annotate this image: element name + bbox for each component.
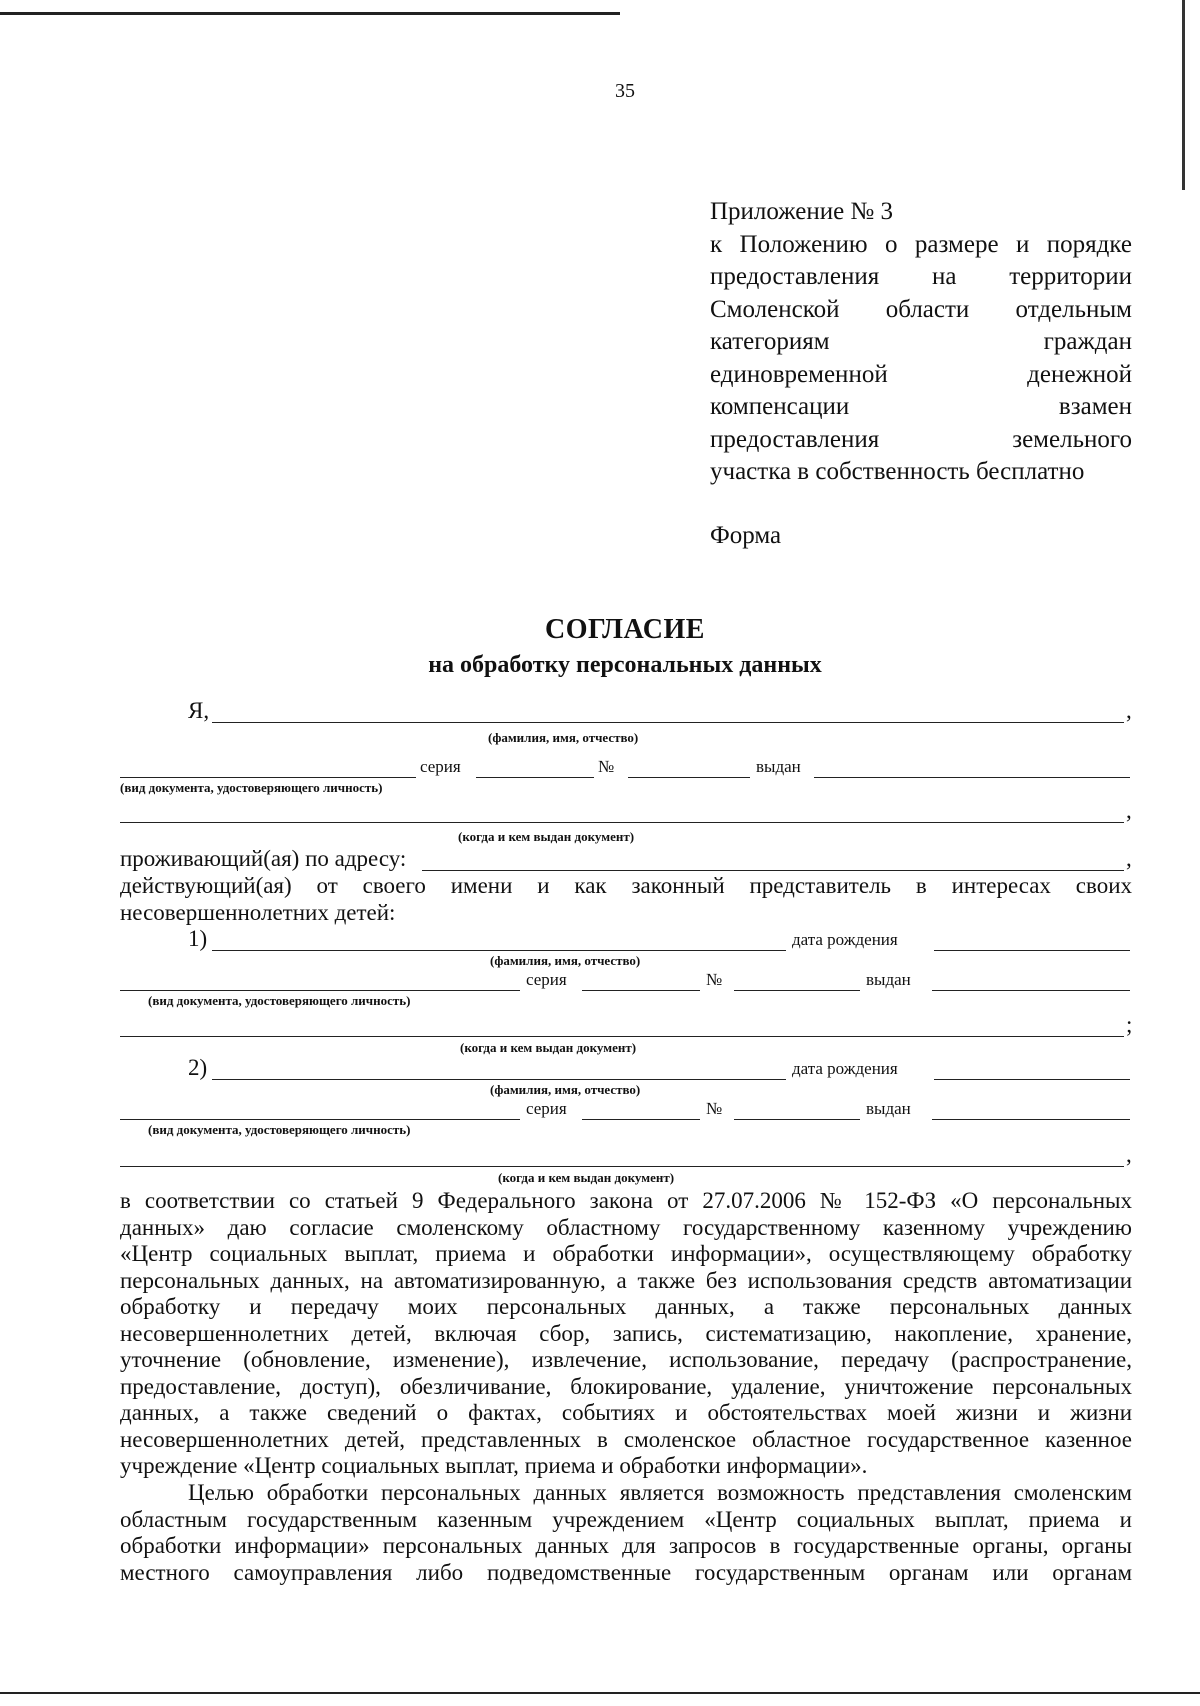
- number-field-line[interactable]: [628, 777, 750, 778]
- paragraph-line: персональных данных, на автоматизированную, а также без использования средств автоматизации: [120, 1267, 1132, 1293]
- doc-caption: (вид документа, удостоверяющего личность): [120, 780, 383, 795]
- birth-date-label: дата рождения: [792, 1059, 898, 1078]
- issued-label: выдан: [866, 1099, 911, 1118]
- child-1-birth-date-field-line[interactable]: [934, 950, 1130, 951]
- issued-label: выдан: [866, 970, 911, 989]
- purpose-paragraph: [120, 1480, 1132, 1586]
- fio-caption: (фамилия, имя, отчество): [488, 730, 639, 745]
- appendix-line: категориям граждан: [710, 328, 1132, 355]
- scan-edge-top: [0, 12, 620, 15]
- scan-edge-right: [1182, 0, 1185, 190]
- appendix-block: [710, 196, 1132, 489]
- appendix-line: участка в собственность бесплатно: [710, 458, 1085, 485]
- child-1-issued-by-field-line[interactable]: [120, 1036, 1124, 1037]
- comma: ,: [1126, 798, 1132, 823]
- appendix-line: Смоленской области отдельным: [710, 295, 1132, 323]
- consent-paragraph: [120, 1188, 1132, 1480]
- birth-date-label: дата рождения: [792, 930, 898, 949]
- document-subtitle: на обработку персональных данных: [428, 652, 822, 678]
- child-1-doc-type-field-line[interactable]: [120, 990, 520, 991]
- appendix-line: компенсации взамен: [710, 393, 1132, 420]
- appendix-line: к Положению о размере и порядке: [710, 230, 1132, 258]
- fio-field-line[interactable]: [212, 722, 1124, 723]
- child-2-series-field-line[interactable]: [582, 1119, 700, 1120]
- paragraph-line: в соответствии со статьей 9 Федерального закона от 27.07.2006 № 152-ФЗ «О персональных: [120, 1188, 1132, 1213]
- child-2-number-field-line[interactable]: [734, 1119, 860, 1120]
- issued-label: выдан: [756, 757, 801, 776]
- comma: ,: [1126, 1142, 1132, 1167]
- i-label: Я,: [188, 698, 210, 723]
- issued-caption: (когда и кем выдан документ): [498, 1170, 675, 1185]
- doc-caption: (вид документа, удостоверяющего личность): [148, 1122, 411, 1137]
- series-label: серия: [526, 1099, 567, 1118]
- number-label: №: [598, 757, 615, 776]
- child-1-label: 1): [188, 926, 208, 951]
- appendix-line: Приложение № 3: [710, 198, 894, 225]
- address-field-line[interactable]: [422, 870, 1124, 871]
- child-2-issued-field-line[interactable]: [932, 1119, 1130, 1120]
- comma: ,: [1126, 698, 1132, 723]
- series-label: серия: [526, 970, 567, 989]
- appendix-line: предоставления на территории: [710, 263, 1132, 290]
- paragraph-line: несовершеннолетних детей, включая сбор, запись, систематизацию, накопление, хранение,: [120, 1320, 1132, 1346]
- acting-line: действующий(ая) от своего имени и как законный представитель в интересах своих: [120, 873, 1132, 898]
- series-label: серия: [420, 757, 461, 776]
- address-label: проживающий(ая) по адресу:: [120, 846, 407, 871]
- child-1-series-field-line[interactable]: [582, 990, 700, 991]
- child-2-label: 2): [188, 1055, 208, 1080]
- child-2-doc-type-field-line[interactable]: [120, 1119, 520, 1120]
- appendix-line: предоставления земельного: [710, 425, 1132, 453]
- paragraph-line: «Центр социальных выплат, приема и обработки информации», осуществляющему обработку: [120, 1241, 1132, 1266]
- paragraph-line: Целью обработки персональных данных является возможность представления смоленским: [188, 1480, 1132, 1505]
- document-title: СОГЛАСИЕ: [545, 614, 705, 645]
- paragraph-line: учреждение «Центр социальных выплат, приема и обработки информации».: [120, 1453, 868, 1478]
- child-1-fio-field-line[interactable]: [212, 950, 786, 951]
- issued-caption: (когда и кем выдан документ): [460, 1040, 637, 1055]
- child-1-number-field-line[interactable]: [734, 990, 860, 991]
- paragraph-line: областным государственным казенным учреждением «Центр социальных выплат, приема и: [120, 1506, 1132, 1532]
- paragraph-line: данных, а также сведений о фактах, событиях и обстоятельствах моей жизни и жизни: [120, 1400, 1132, 1425]
- fio-caption: (фамилия, имя, отчество): [490, 953, 641, 968]
- scan-edge-bottom: [0, 1692, 1200, 1694]
- doc-type-field-line[interactable]: [120, 777, 416, 778]
- acting-statement: [120, 873, 1132, 926]
- issued-by-field-line[interactable]: [120, 822, 1124, 823]
- paragraph-line: местного самоуправления либо подведомственные государственным органам или органам: [120, 1559, 1132, 1585]
- paragraph-line: обработку и передачу моих персональных данных, а также персональных данных: [120, 1294, 1132, 1319]
- number-label: №: [706, 1099, 723, 1118]
- number-label: №: [706, 970, 723, 989]
- child-2-issued-by-field-line[interactable]: [120, 1166, 1124, 1167]
- issued-field-line[interactable]: [814, 777, 1130, 778]
- child-2-fio-field-line[interactable]: [212, 1079, 786, 1080]
- paragraph-line: данных» даю согласие смоленскому областному государственному казенному учреждению: [120, 1214, 1132, 1240]
- acting-line: несовершеннолетних детей:: [120, 899, 396, 925]
- issued-caption: (когда и кем выдан документ): [458, 829, 635, 844]
- comma: ,: [1126, 846, 1132, 871]
- child-1-issued-field-line[interactable]: [932, 990, 1130, 991]
- form-label: Форма: [710, 522, 782, 549]
- paragraph-line: предоставление, доступ), обезличивание, блокирование, удаление, уничтожение персональных: [120, 1373, 1132, 1399]
- child-2-birth-date-field-line[interactable]: [934, 1079, 1130, 1080]
- doc-caption: (вид документа, удостоверяющего личность): [148, 993, 411, 1008]
- series-field-line[interactable]: [476, 777, 594, 778]
- paragraph-line: обработки информации» персональных данных для запросов в государственные органы, органы: [120, 1533, 1132, 1558]
- paragraph-line: уточнение (обновление, изменение), извлечение, использование, передачу (распространение,: [120, 1347, 1132, 1372]
- paragraph-line: несовершеннолетних детей, представленных в смоленское областное государственное казенное: [120, 1426, 1132, 1452]
- fio-caption: (фамилия, имя, отчество): [490, 1082, 641, 1097]
- appendix-line: единовременной денежной: [710, 360, 1132, 388]
- page-number: 35: [615, 80, 635, 102]
- semicolon: ;: [1126, 1012, 1133, 1037]
